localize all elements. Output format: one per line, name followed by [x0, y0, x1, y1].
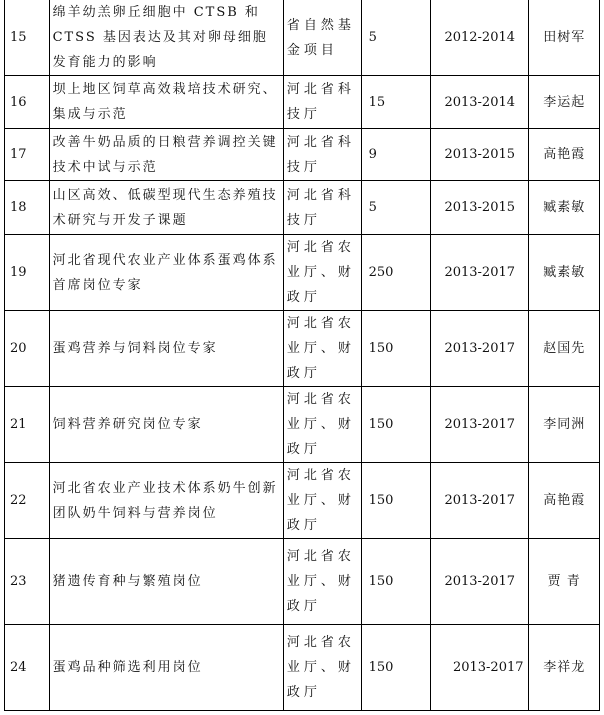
project-title: 蛋鸡营养与饲料岗位专家 — [49, 311, 283, 387]
table-row — [5, 539, 600, 625]
table-row — [5, 181, 600, 235]
project-leader: 臧素敏 — [529, 235, 600, 311]
project-title: 河北省现代农业产业体系蛋鸡体系首席岗位专家 — [49, 235, 283, 311]
table-row — [5, 76, 600, 129]
funding-source: 河北省科技厅 — [283, 129, 361, 181]
row-number: 21 — [5, 387, 50, 463]
row-number: 17 — [5, 129, 50, 181]
funding-amount: 9 — [361, 129, 430, 181]
project-period: 2013-2015 — [431, 129, 529, 181]
project-title: 改善牛奶品质的日粮营养调控关键技术中试与示范 — [49, 129, 283, 181]
project-period: 2013-2015 — [431, 181, 529, 235]
project-period: 2013-2017 — [431, 463, 529, 539]
project-leader: 高艳霞 — [529, 129, 600, 181]
project-period: 2013-2014 — [431, 76, 529, 129]
funding-source: 河北省农业厅、财政厅 — [283, 625, 361, 711]
table-row — [5, 387, 600, 463]
table-row — [5, 311, 600, 387]
row-number: 19 — [5, 235, 50, 311]
project-title: 绵羊幼羔卵丘细胞中 CTSB 和 CTSS 基因表达及其对卵母细胞发育能力的影响 — [49, 0, 283, 76]
row-number: 15 — [5, 0, 50, 76]
project-title: 山区高效、低碳型现代生态养殖技术研究与开发子课题 — [49, 181, 283, 235]
project-leader: 李同洲 — [529, 387, 600, 463]
project-leader: 李运起 — [529, 76, 600, 129]
funding-source: 河北省科技厅 — [283, 181, 361, 235]
project-leader: 田树军 — [529, 0, 600, 76]
funding-source: 河北省农业厅、财政厅 — [283, 387, 361, 463]
funding-amount: 250 — [361, 235, 430, 311]
project-leader: 李祥龙 — [529, 625, 600, 711]
table-row — [5, 235, 600, 311]
funding-source: 河北省农业厅、财政厅 — [283, 539, 361, 625]
project-period: 2013-2017 — [431, 235, 529, 311]
row-number: 16 — [5, 76, 50, 129]
funding-source: 河北省科技厅 — [283, 76, 361, 129]
funding-amount: 15 — [361, 76, 430, 129]
row-number: 22 — [5, 463, 50, 539]
project-title: 河北省农业产业技术体系奶牛创新团队奶牛饲料与营养岗位 — [49, 463, 283, 539]
project-leader: 臧素敏 — [529, 181, 600, 235]
table-row — [5, 0, 600, 76]
table-row — [5, 463, 600, 539]
projects-table — [4, 0, 600, 711]
project-title: 猪遗传育种与繁殖岗位 — [49, 539, 283, 625]
project-period: 2013-2017 — [431, 311, 529, 387]
funding-source: 省自然基金项目 — [283, 0, 361, 76]
funding-amount: 150 — [361, 625, 430, 711]
funding-source: 河北省农业厅、财政厅 — [283, 463, 361, 539]
funding-amount: 150 — [361, 539, 430, 625]
project-title: 饲料营养研究岗位专家 — [49, 387, 283, 463]
project-period: 2013-2017 — [431, 539, 529, 625]
row-number: 24 — [5, 625, 50, 711]
funding-amount: 5 — [361, 181, 430, 235]
project-leader: 赵国先 — [529, 311, 600, 387]
row-number: 23 — [5, 539, 50, 625]
project-period: 2012-2014 — [431, 0, 529, 76]
project-title: 蛋鸡品种筛选利用岗位 — [49, 625, 283, 711]
row-number: 20 — [5, 311, 50, 387]
project-period: 2013-2017 — [431, 625, 529, 711]
project-period: 2013-2017 — [431, 387, 529, 463]
funding-source: 河北省农业厅、财政厅 — [283, 235, 361, 311]
project-title: 坝上地区饲草高效栽培技术研究、集成与示范 — [49, 76, 283, 129]
funding-amount: 150 — [361, 463, 430, 539]
funding-amount: 150 — [361, 387, 430, 463]
funding-amount: 5 — [361, 0, 430, 76]
project-leader: 高艳霞 — [529, 463, 600, 539]
table-row — [5, 625, 600, 711]
table-row — [5, 129, 600, 181]
row-number: 18 — [5, 181, 50, 235]
funding-amount: 150 — [361, 311, 430, 387]
project-leader: 贾 青 — [529, 539, 600, 625]
funding-source: 河北省农业厅、财政厅 — [283, 311, 361, 387]
